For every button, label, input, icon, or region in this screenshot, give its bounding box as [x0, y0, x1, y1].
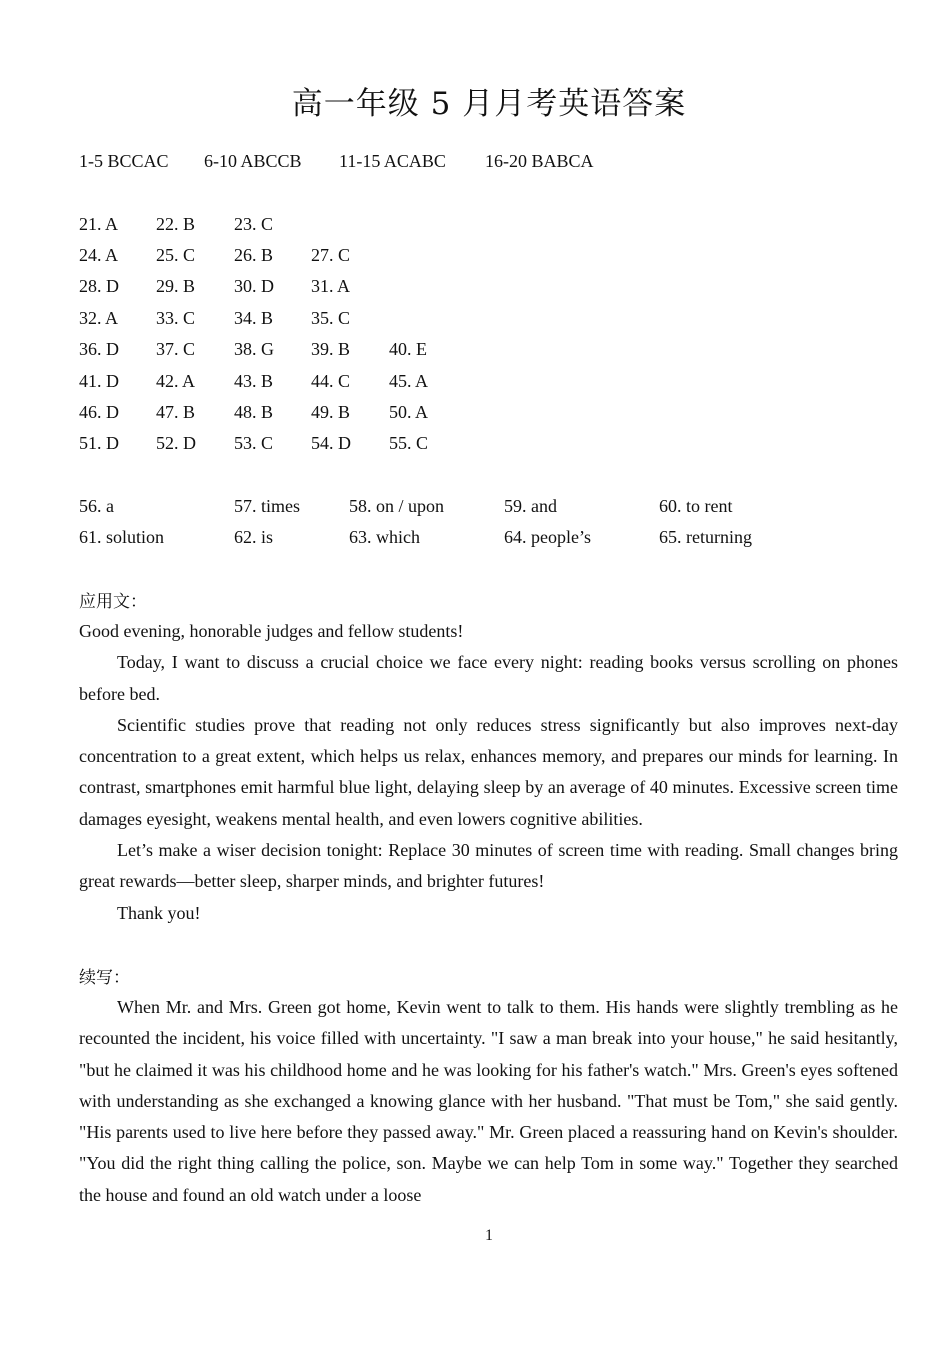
- page-title: 高一年级 5 月月考英语答案: [291, 86, 687, 122]
- fill-item: 57. times: [234, 496, 300, 516]
- listening-answers-1-5: 1-5 BCCAC: [79, 151, 169, 171]
- answer-item: 22. B: [156, 214, 196, 234]
- listening-answers-16-20: 16-20 BABCA: [485, 151, 594, 171]
- fill-item: 62. is: [234, 527, 274, 547]
- answer-item: 47. B: [156, 402, 196, 422]
- answer-item: 45. A: [389, 371, 429, 391]
- answer-item: 25. C: [156, 245, 196, 265]
- answer-item: 35. C: [311, 308, 351, 328]
- answer-item: 34. B: [234, 308, 274, 328]
- answer-item: 37. C: [156, 339, 196, 359]
- answer-item: 36. D: [79, 339, 119, 359]
- listening-answers-6-10: 6-10 ABCCB: [204, 151, 302, 171]
- answer-item: 50. A: [389, 402, 429, 422]
- answer-item: 52. D: [156, 433, 196, 453]
- answer-item: 40. E: [389, 339, 427, 359]
- fill-item: 61. solution: [79, 527, 165, 547]
- answer-item: 55. C: [389, 433, 429, 453]
- continuation-paragraph: When Mr. and Mrs. Green got home, Kevin went to talk to them. His hands were slightly trembling as he recounted the incident, his voice filled with uncertainty. "I saw a man break into your house," he said hesitantly, "but he claimed it was his childhood home and he was looking for his father's watch." Mrs. Green's eyes softened with understanding as she exchanged a knowing glance with her husband. "That must be Tom," she said gently. "His parents used to live here before they passed away." Mr. Green placed a reassuring hand on Kevin's shoulder. "You did the right thing calling the police, son. Maybe we can help Tom in some way." Together they searched the house and found an old watch under a loose: [79, 997, 898, 1205]
- answer-item: 39. B: [311, 339, 351, 359]
- essay-paragraph: Thank you!: [117, 902, 201, 923]
- fill-item: 64. people’s: [504, 527, 591, 547]
- practical-writing-label: 应用文：: [79, 592, 147, 612]
- fill-item: 58. on / upon: [349, 496, 445, 516]
- practical-writing-body: [79, 616, 898, 929]
- answer-item: 28. D: [79, 276, 119, 296]
- answer-item: 43. B: [234, 371, 274, 391]
- answer-item: 21. A: [79, 214, 119, 234]
- page-number: 1: [485, 1227, 493, 1244]
- answer-item: 29. B: [156, 276, 196, 296]
- greeting-line: Good evening, honorable judges and fellow students!: [79, 621, 464, 641]
- answer-item: 32. A: [79, 308, 119, 328]
- answer-item: 48. B: [234, 402, 274, 422]
- answer-item: 53. C: [234, 433, 274, 453]
- listening-answers-11-15: 11-15 ACABC: [339, 151, 446, 171]
- answer-item: 38. G: [234, 339, 274, 359]
- answer-item: 42. A: [156, 371, 196, 391]
- answer-item: 49. B: [311, 402, 351, 422]
- answer-item: 24. A: [79, 245, 119, 265]
- continuation-writing-label: 续写：: [79, 968, 130, 988]
- essay-paragraph: Today, I want to discuss a crucial choice we face every night: reading books versus scrolling on phones before bed.: [79, 652, 898, 704]
- essay-paragraph: Let’s make a wiser decision tonight: Replace 30 minutes of screen time with reading. Small changes bring great rewards—better sleep, sharper minds, and brighter futures!: [79, 840, 898, 892]
- answer-item: 44. C: [311, 371, 351, 391]
- answer-item: 30. D: [234, 276, 274, 296]
- fill-item: 60. to rent: [659, 496, 733, 516]
- essay-paragraph: Scientific studies prove that reading not only reduces stress significantly but also improves next-day concentration to a great extent, which helps us relax, enhances memory, and prepares our minds for learning. In contrast, smartphones emit harmful blue light, delaying sleep by an average of 40 minutes. Excessive screen time damages eyesight, weakens mental health, and even lowers cognitive abilities.: [79, 714, 898, 829]
- answer-item: 41. D: [79, 371, 119, 391]
- fill-item: 65. returning: [659, 527, 752, 547]
- answer-item: 51. D: [79, 433, 119, 453]
- fill-item: 59. and: [504, 496, 557, 516]
- answer-item: 26. B: [234, 245, 274, 265]
- answer-item: 33. C: [156, 308, 196, 328]
- answer-item: 54. D: [311, 433, 351, 453]
- fill-item: 56. a: [79, 496, 114, 516]
- answer-item: 46. D: [79, 402, 119, 422]
- answer-item: 27. C: [311, 245, 351, 265]
- fill-item: 63. which: [349, 527, 420, 547]
- answer-item: 23. C: [234, 214, 274, 234]
- answer-item: 31. A: [311, 276, 351, 296]
